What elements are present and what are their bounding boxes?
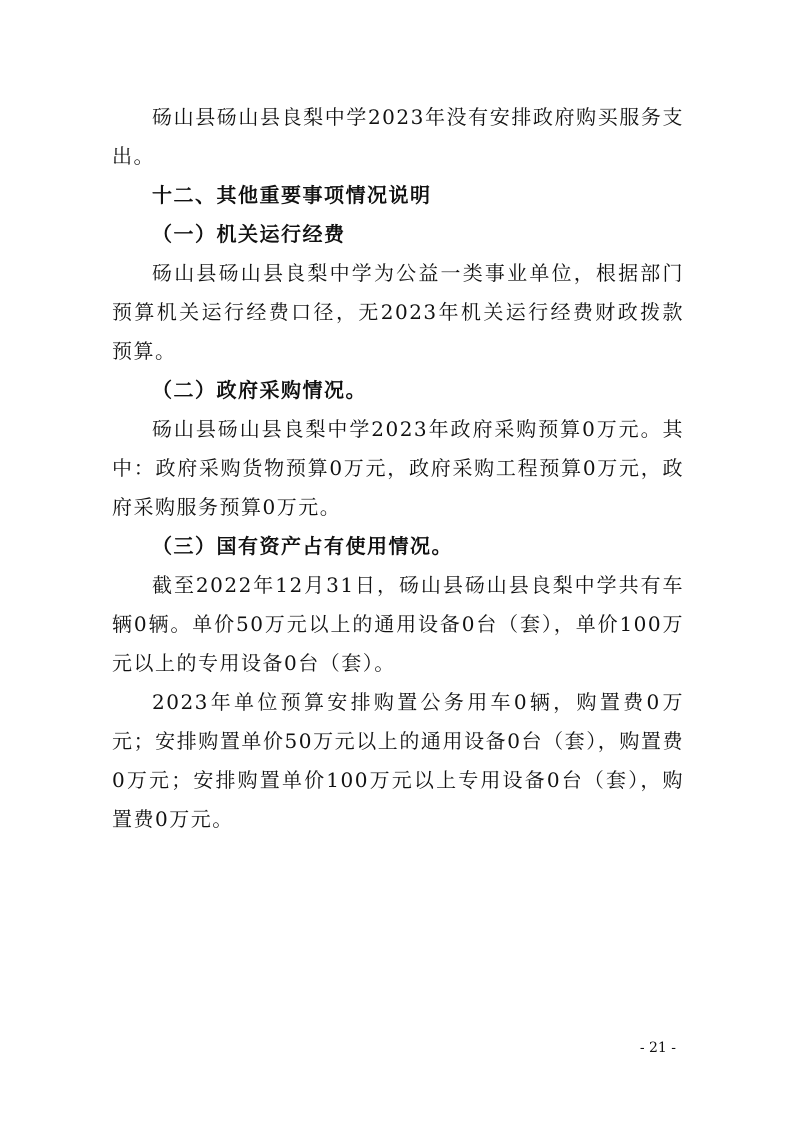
page-number: - 21 - (639, 1040, 676, 1056)
document-page (112, 98, 684, 839)
paragraph-state-assets: 截至2022年12月31日，砀山县砀山县良梨中学共有车辆0辆。单价50万元以上的通用设备0台（套），单价100万元以上的专用设备0台（套）。 (112, 573, 684, 675)
heading-government-procurement: （二）政府采购情况。 (152, 378, 367, 402)
heading-other-important-matters: 十二、其他重要事项情况说明 (152, 183, 432, 207)
paragraph-budget-purchases: 2023年单位预算安排购置公务用车0辆，购置费0万元；安排购置单价50万元以上的通用设备0台（套），购置费0万元；安排购置单价100万元以上专用设备0台（套），购置费0万元。 (112, 690, 684, 831)
paragraph-operating-expenses: 砀山县砀山县良梨中学为公益一类事业单位，根据部门预算机关运行经费口径，无2023年机关运行经费财政拨款预算。 (112, 261, 684, 363)
heading-state-assets: （三）国有资产占有使用情况。 (152, 534, 453, 558)
heading-operating-expenses: （一）机关运行经费 (152, 222, 346, 246)
paragraph-government-services: 砀山县砀山县良梨中学2023年没有安排政府购买服务支出。 (112, 105, 684, 168)
paragraph-government-procurement: 砀山县砀山县良梨中学2023年政府采购预算0万元。其中：政府采购货物预算0万元，政府采购工程预算0万元，政府采购服务预算0万元。 (112, 417, 684, 519)
